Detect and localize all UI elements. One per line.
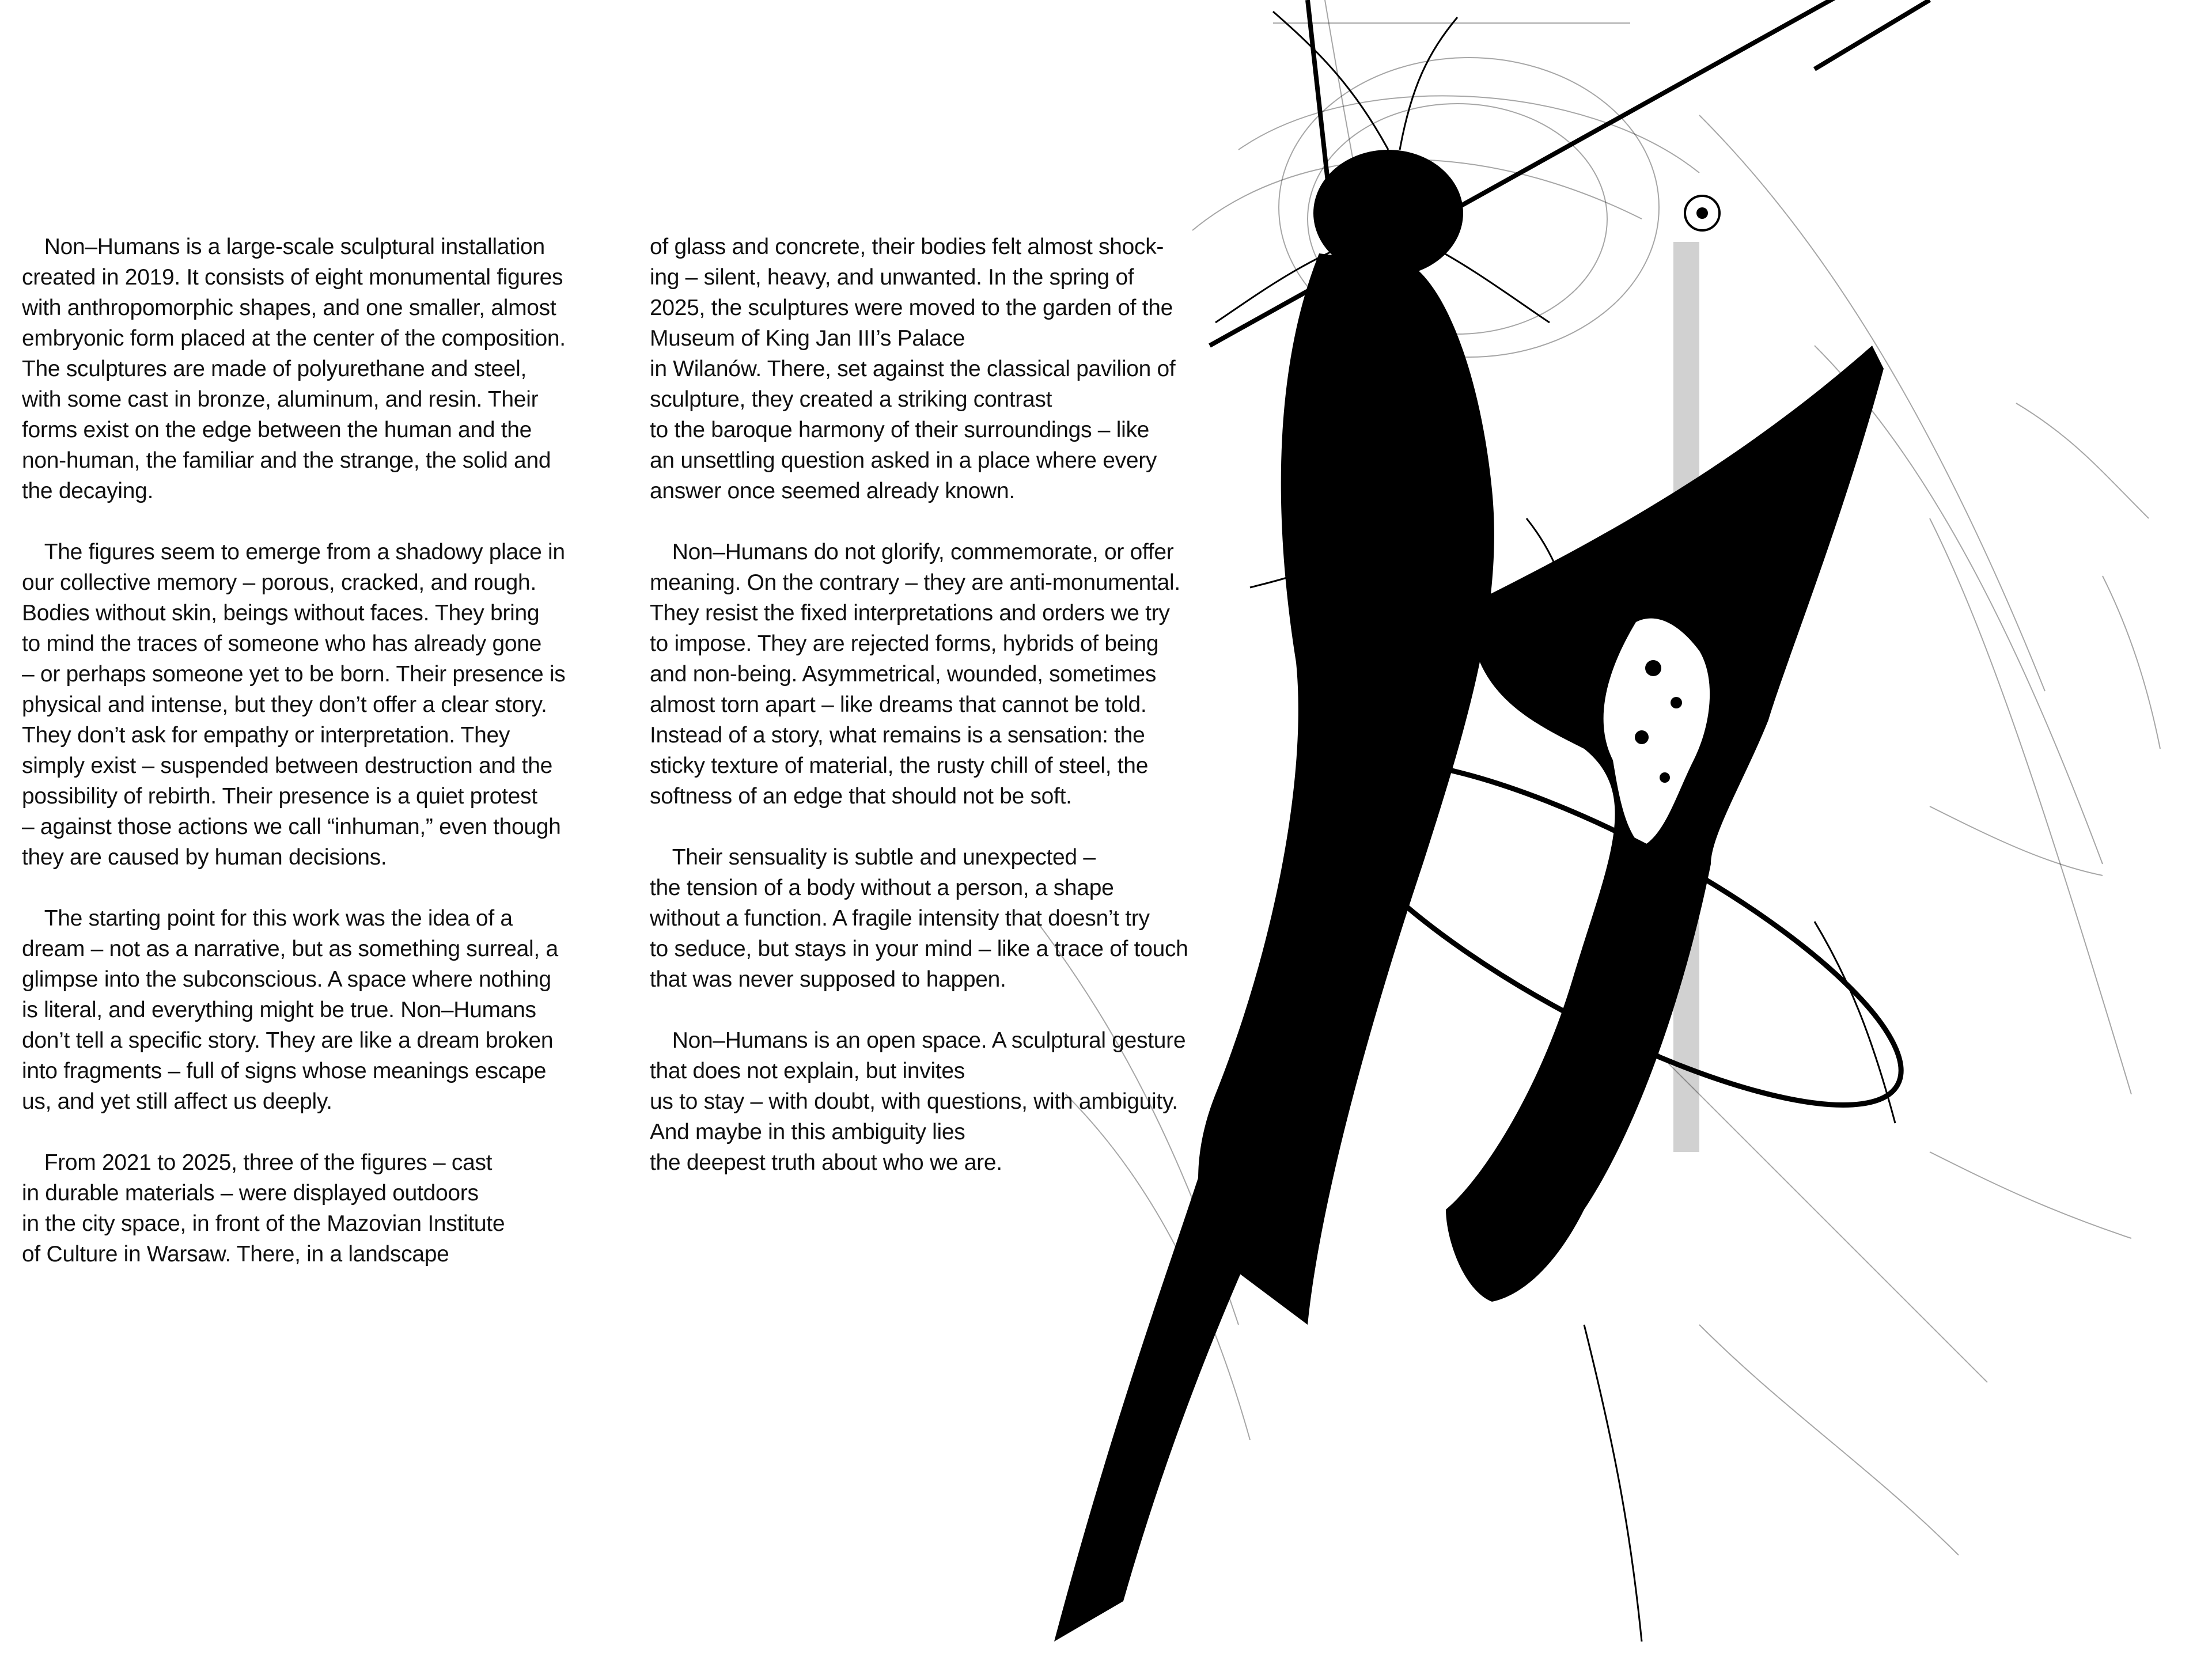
text-line: Their sensuality is subtle and unexpected –	[650, 845, 1096, 870]
paragraph	[650, 537, 1272, 812]
text-line: the deepest truth about who we are.	[650, 1150, 1002, 1175]
text-line: softness of an edge that should not be soft.	[650, 784, 1072, 809]
text-line: meaning. On the contrary – they are anti-monumental.	[650, 570, 1180, 595]
text-line: Museum of King Jan III’s Palace	[650, 326, 965, 351]
text-line: Non–Humans do not glorify, commemorate, or offer	[650, 540, 1174, 564]
text-line: with some cast in bronze, aluminum, and resin. Their	[22, 387, 539, 412]
text-line: in durable materials – were displayed outdoors	[22, 1181, 479, 1205]
text-line: to mind the traces of someone who has already gone	[22, 631, 542, 656]
text-line: the decaying.	[22, 479, 154, 503]
paragraph	[650, 1025, 1272, 1178]
text-line: that was never supposed to happen.	[650, 967, 1006, 992]
text-line: into fragments – full of signs whose meanings escape	[22, 1059, 547, 1083]
text-line: to seduce, but stays in your mind – like a trace of touch	[650, 937, 1188, 961]
text-line: ing – silent, heavy, and unwanted. In the spring of	[650, 265, 1134, 290]
text-line: an unsettling question asked in a place where every	[650, 448, 1157, 473]
text-line: sculpture, they created a striking contrast	[650, 387, 1052, 412]
paragraph	[22, 1147, 632, 1269]
text-line: The sculptures are made of polyurethane and steel,	[22, 357, 527, 381]
paragraph-gap	[22, 1117, 632, 1147]
paragraph-gap	[650, 506, 1272, 537]
text-line: 2025, the sculptures were moved to the garden of the	[650, 295, 1173, 320]
text-line: dream – not as a narrative, but as something surreal, a	[22, 937, 558, 961]
paragraph-gap	[650, 812, 1272, 842]
text-line: They don’t ask for empathy or interpretation. They	[22, 723, 510, 748]
text-line: physical and intense, but they don’t offer a clear story.	[22, 692, 547, 717]
text-column-middle	[650, 232, 1272, 1178]
text-line: possibility of rebirth. Their presence is a quiet protest	[22, 784, 537, 809]
text-line: – against those actions we call “inhuman,” even though	[22, 814, 561, 839]
text-line: our collective memory – porous, cracked, and rough.	[22, 570, 536, 595]
text-line: us to stay – with doubt, with questions, with ambiguity.	[650, 1089, 1178, 1114]
text-line: And maybe in this ambiguity lies	[650, 1120, 965, 1144]
text-line: to impose. They are rejected forms, hybrids of being	[650, 631, 1159, 656]
text-line: is literal, and everything might be true. Non–Humans	[22, 998, 536, 1022]
text-line: sticky texture of material, the rusty chill of steel, the	[650, 753, 1149, 778]
text-line: From 2021 to 2025, three of the figures – cast	[22, 1150, 493, 1175]
text-line: in the city space, in front of the Mazovian Institute	[22, 1211, 505, 1236]
text-line: and non-being. Asymmetrical, wounded, sometimes	[650, 662, 1157, 687]
text-line: glimpse into the subconscious. A space where nothing	[22, 967, 551, 992]
paragraph	[22, 903, 632, 1117]
text-line: us, and yet still affect us deeply.	[22, 1089, 332, 1114]
paragraph	[650, 842, 1272, 995]
text-line: they are caused by human decisions.	[22, 845, 387, 870]
text-line: They resist the fixed interpretations and orders we try	[650, 601, 1170, 625]
text-line: of glass and concrete, their bodies felt almost shock-	[650, 234, 1164, 259]
paragraph	[22, 537, 632, 873]
text-line: of Culture in Warsaw. There, in a landscape	[22, 1242, 449, 1267]
text-column-left	[22, 232, 632, 1269]
text-line: the tension of a body without a person, a shape	[650, 875, 1114, 900]
text-line: non-human, the familiar and the strange, the solid and	[22, 448, 551, 473]
text-line: with anthropomorphic shapes, and one smaller, almost	[22, 295, 556, 320]
text-line: created in 2019. It consists of eight monumental figures	[22, 265, 563, 290]
text-line: without a function. A fragile intensity that doesn’t try	[650, 906, 1150, 931]
paragraph	[650, 232, 1272, 506]
text-line: that does not explain, but invites	[650, 1059, 965, 1083]
paragraph-gap	[22, 873, 632, 903]
paragraph-gap	[22, 506, 632, 537]
text-line: Non–Humans is a large-scale sculptural installation	[22, 234, 545, 259]
text-line: don’t tell a specific story. They are like a dream broken	[22, 1028, 554, 1053]
text-line: embryonic form placed at the center of the composition.	[22, 326, 566, 351]
paragraph-gap	[650, 995, 1272, 1025]
text-line: Non–Humans is an open space. A sculptural gesture	[650, 1028, 1186, 1053]
text-line: Instead of a story, what remains is a sensation: the	[650, 723, 1145, 748]
text-line: almost torn apart – like dreams that cannot be told.	[650, 692, 1147, 717]
text-line: to the baroque harmony of their surroundings – like	[650, 418, 1150, 442]
text-line: The figures seem to emerge from a shadowy place in	[22, 540, 565, 564]
text-line: forms exist on the edge between the human and the	[22, 418, 532, 442]
text-line: simply exist – suspended between destruction and the	[22, 753, 552, 778]
text-line: – or perhaps someone yet to be born. Their presence is	[22, 662, 566, 687]
text-line: in Wilanów. There, set against the classical pavilion of	[650, 357, 1176, 381]
paragraph	[22, 232, 632, 506]
text-line: Bodies without skin, beings without faces. They bring	[22, 601, 540, 625]
text-line: The starting point for this work was the idea of a	[22, 906, 513, 931]
text-line: answer once seemed already known.	[650, 479, 1015, 503]
